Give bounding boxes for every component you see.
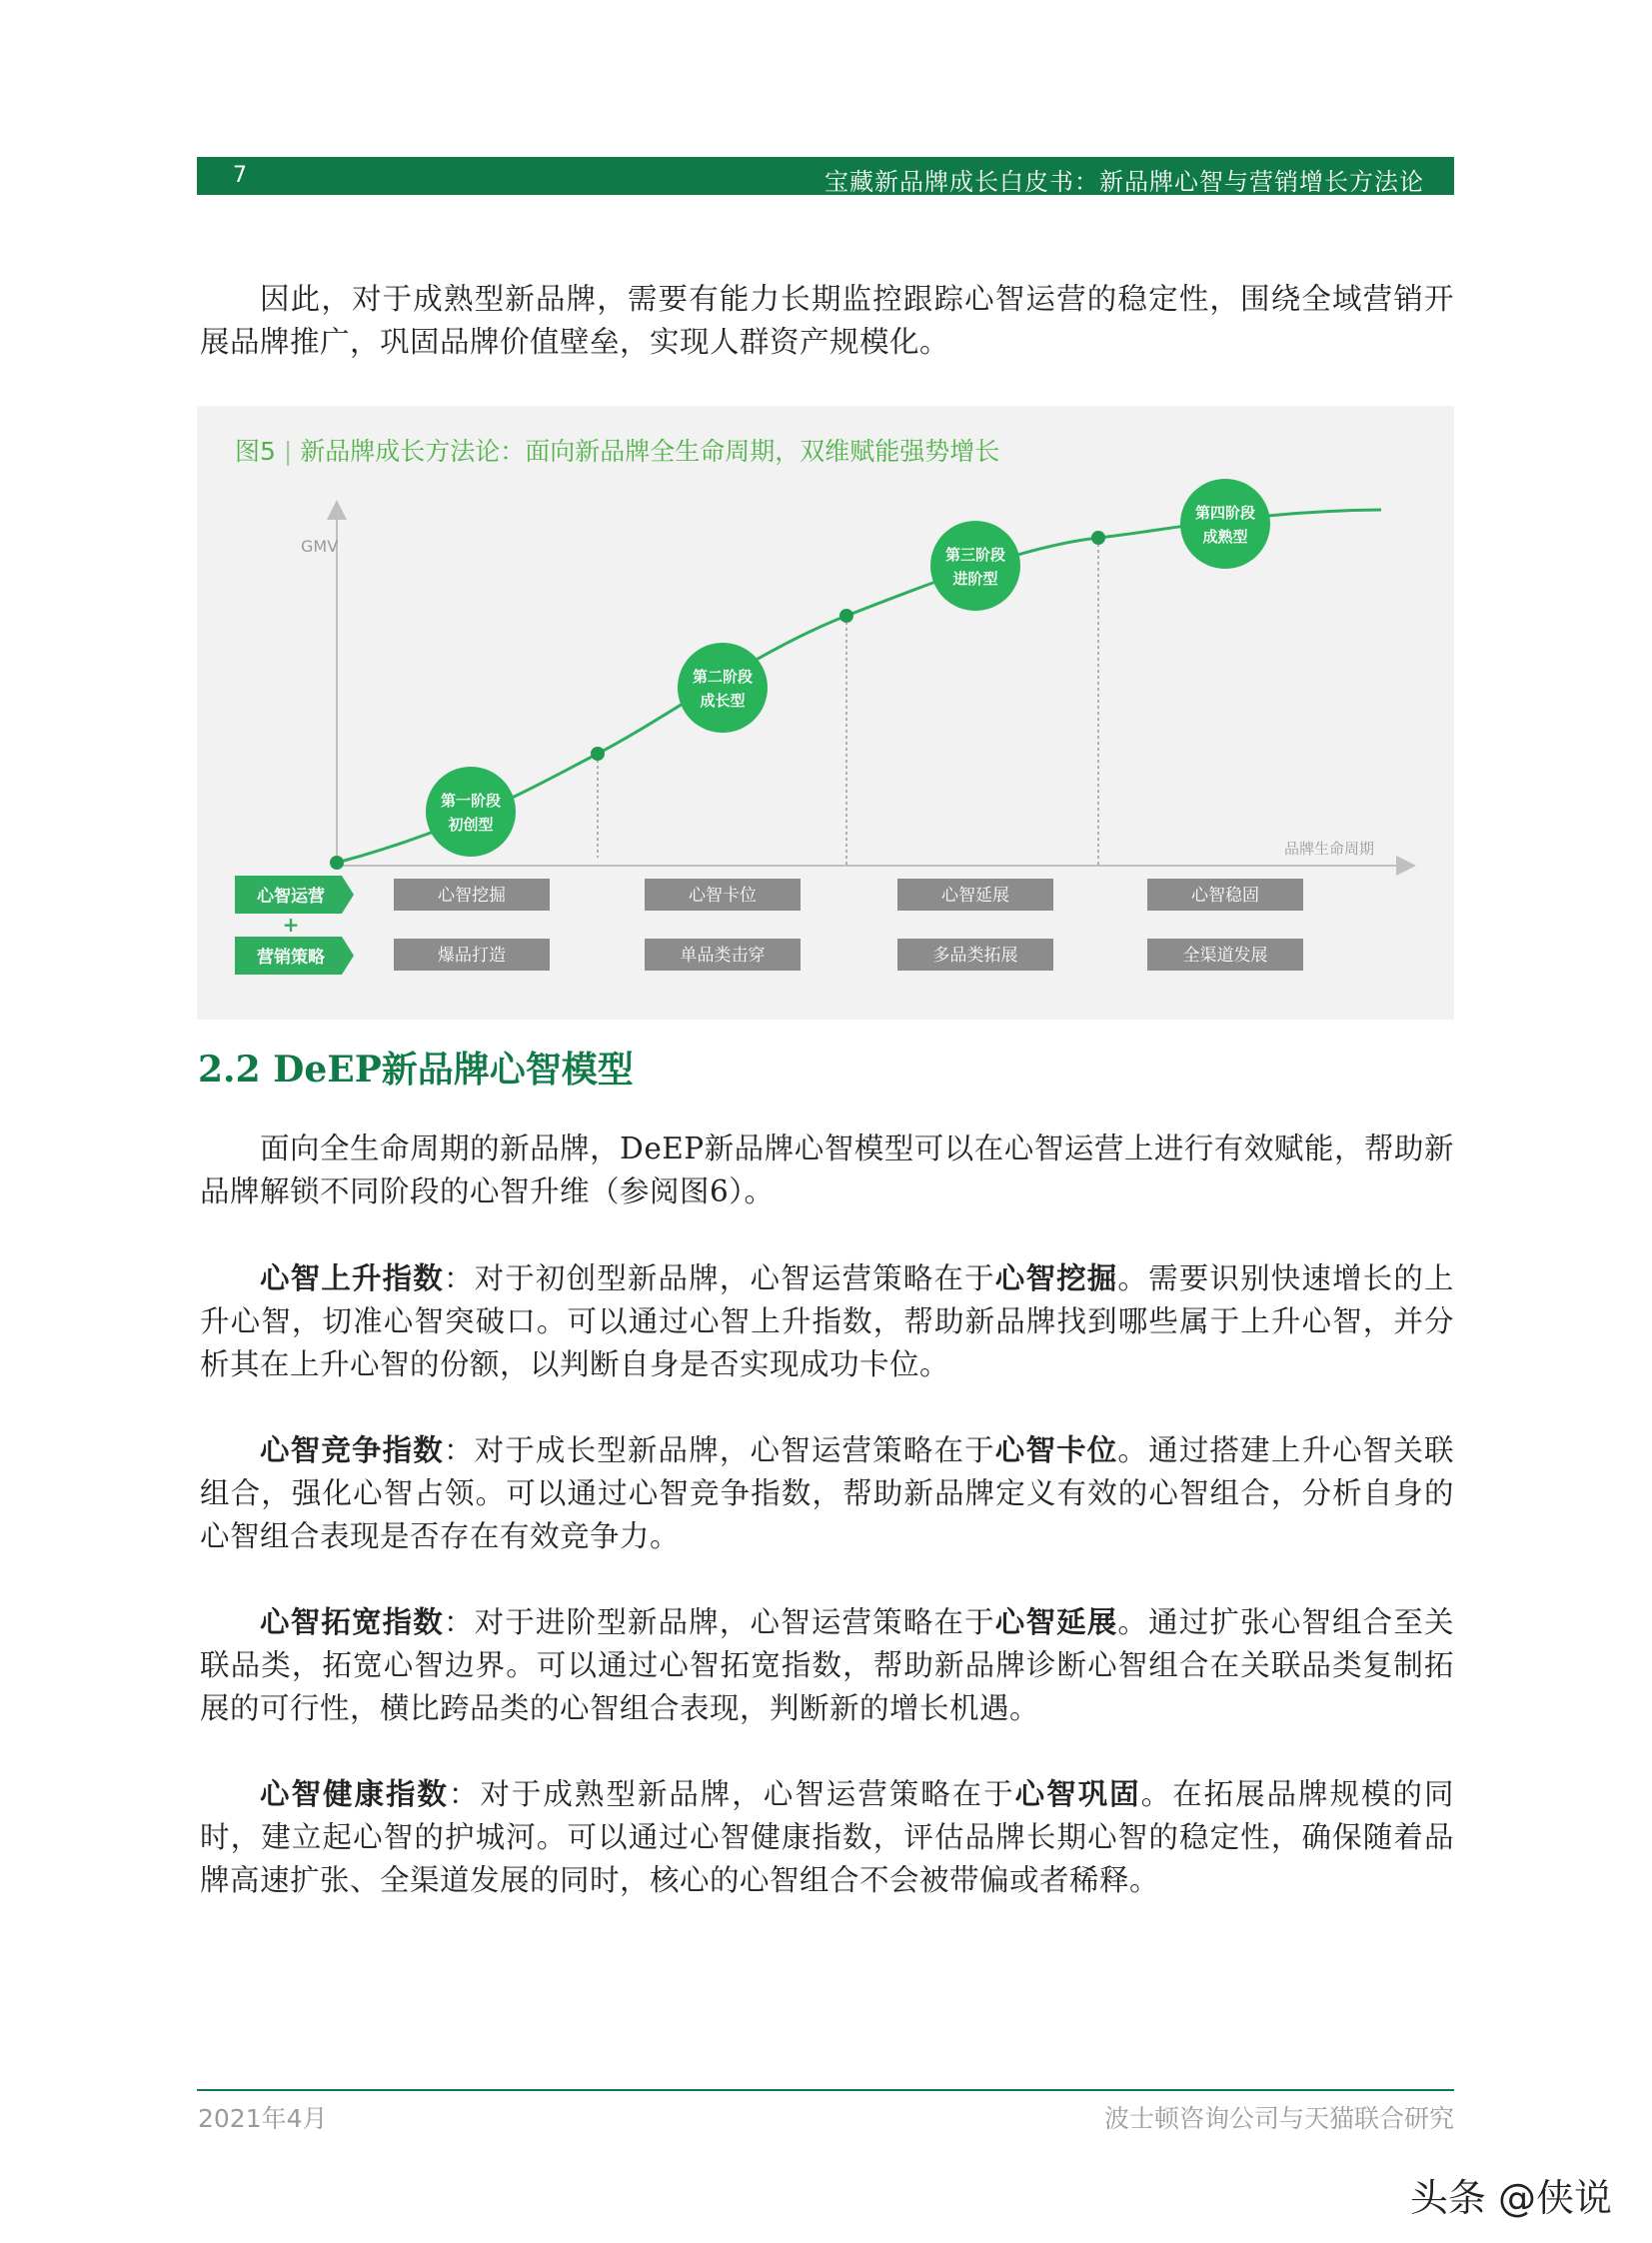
stage-1-type: 初创型: [448, 816, 494, 834]
x-axis-label: 品牌生命周期: [1284, 840, 1375, 858]
strategy-label: 全渠道发展: [1182, 946, 1268, 966]
header-bar: [197, 157, 1454, 195]
section-heading: 2.2 DeEP新品牌心智模型: [198, 1049, 634, 1091]
stage-bubble-4: [1180, 479, 1270, 569]
stage-bubble-3: [930, 521, 1020, 611]
mind-ops-label: 心智运营: [257, 887, 325, 907]
paragraph-broaden-index: [200, 1600, 1454, 1730]
paragraph-text: 。需要识别快速增长的上升心智，切准心智突破口。可以通过心智上升指数，帮助新品牌找到哪些属于上升心智，并分析其在上升心智的份额，以判断自身是否实现成功卡位。: [200, 1261, 1454, 1381]
strategy-box-3: [897, 939, 1053, 971]
figure-5: [197, 406, 1454, 1020]
mind-op-box-1: [394, 879, 550, 911]
term-mind-mining: 心智挖掘: [994, 1260, 1118, 1295]
strategy-box-2: [645, 939, 801, 971]
term-health-index: 心智健康指数: [260, 1776, 449, 1811]
stage-4-name: 第四阶段: [1194, 504, 1256, 522]
paragraph-rising-index: [200, 1256, 1454, 1386]
header-title: 宝藏新品牌成长白皮书：新品牌心智与营销增长方法论: [825, 168, 1424, 196]
stage-4-type: 成熟型: [1202, 528, 1248, 546]
stage-3-name: 第三阶段: [944, 546, 1006, 564]
footer-divider: [197, 2089, 1454, 2091]
stage-bubble-2: [678, 643, 768, 733]
mind-op-label: 心智挖掘: [438, 886, 506, 906]
stage-2-name: 第二阶段: [692, 668, 754, 686]
marketing-label: 营销策略: [257, 948, 325, 968]
mind-op-label: 心智延展: [941, 886, 1009, 906]
mind-op-box-2: [645, 879, 801, 911]
strategy-label: 单品类击穿: [680, 946, 766, 966]
page-number: 7: [233, 163, 247, 188]
marketing-row-label: [235, 937, 354, 975]
paragraph-text: ：对于进阶型新品牌，心智运营策略在于: [443, 1605, 995, 1639]
strategy-label: 爆品打造: [438, 946, 506, 966]
y-axis-label: GMV: [301, 537, 339, 556]
strategy-box-1: [394, 939, 550, 971]
curve-point: [1091, 531, 1105, 545]
stage-2-type: 成长型: [700, 692, 746, 710]
paragraph-competition-index: [200, 1428, 1454, 1558]
paragraph-text: 。通过扩张心智组合至关联品类，拓宽心智边界。可以通过心智拓宽指数，帮助新品牌诊断心智组合在关联品类复制拓展的可行性，横比跨品类的心智组合表现，判断新的增长机遇。: [200, 1605, 1454, 1725]
mind-op-box-3: [897, 879, 1053, 911]
term-mind-extension: 心智延展: [994, 1604, 1118, 1639]
paragraph-text: ：对于初创型新品牌，心智运营策略在于: [443, 1261, 995, 1295]
figure-title: 新品牌成长方法论：面向新品牌全生命周期，双维赋能强势增长: [300, 437, 1000, 466]
mind-ops-row-label: [235, 876, 354, 914]
caption-separator: |: [283, 437, 293, 466]
term-broaden-index: 心智拓宽指数: [260, 1604, 444, 1639]
stage-3-type: 进阶型: [952, 570, 998, 588]
paragraph-text: ：对于成长型新品牌，心智运营策略在于: [443, 1433, 995, 1467]
footer-source: 波士顿咨询公司与天猫联合研究: [1103, 2104, 1454, 2133]
term-mind-positioning: 心智卡位: [994, 1432, 1118, 1467]
footer-date: 2021年4月: [198, 2104, 328, 2133]
stage-1-name: 第一阶段: [440, 792, 502, 810]
paragraph-health-index: [200, 1772, 1454, 1902]
curve-point: [839, 609, 853, 623]
curve-point: [591, 747, 605, 761]
paragraph-text: 。通过搭建上升心智关联组合，强化心智占领。可以通过心智竞争指数，帮助新品牌定义有效的心智组合，分析自身的心智组合表现是否存在有效竞争力。: [200, 1433, 1454, 1553]
plus-sign: +: [282, 913, 300, 937]
paragraph-text: 。在拓展品牌规模的同时，建立起心智的护城河。可以通过心智健康指数，评估品牌长期心智的稳定性，确保随着品牌高速扩张、全渠道发展的同时，核心的心智组合不会被带偏或者稀释。: [200, 1777, 1454, 1897]
curve-point: [330, 856, 344, 870]
mind-op-label: 心智卡位: [689, 886, 757, 906]
mind-op-box-4: [1147, 879, 1303, 911]
term-mind-consolidation: 心智巩固: [1014, 1776, 1141, 1811]
watermark: 头条 @侠说: [1409, 2176, 1612, 2220]
term-competition-index: 心智竞争指数: [260, 1432, 444, 1467]
intro-paragraph: 因此，对于成熟型新品牌，需要有能力长期监控跟踪心智运营的稳定性，围绕全域营销开展品牌推广，巩固品牌价值壁垒，实现人群资产规模化。: [200, 282, 1454, 359]
strategy-box-4: [1147, 939, 1303, 971]
term-rising-index: 心智上升指数: [260, 1260, 444, 1295]
paragraph-deep-intro: 面向全生命周期的新品牌，DeEP新品牌心智模型可以在心智运营上进行有效赋能，帮助新品牌解锁不同阶段的心智升维（参阅图6）。: [200, 1131, 1454, 1208]
stage-bubble-1: [426, 767, 516, 857]
figure-number: 图5: [235, 437, 276, 466]
mind-op-label: 心智稳固: [1191, 886, 1259, 906]
growth-diagram: [197, 406, 1454, 1020]
strategy-label: 多品类拓展: [932, 946, 1018, 966]
paragraph-text: ：对于成熟型新品牌，心智运营策略在于: [448, 1777, 1015, 1811]
